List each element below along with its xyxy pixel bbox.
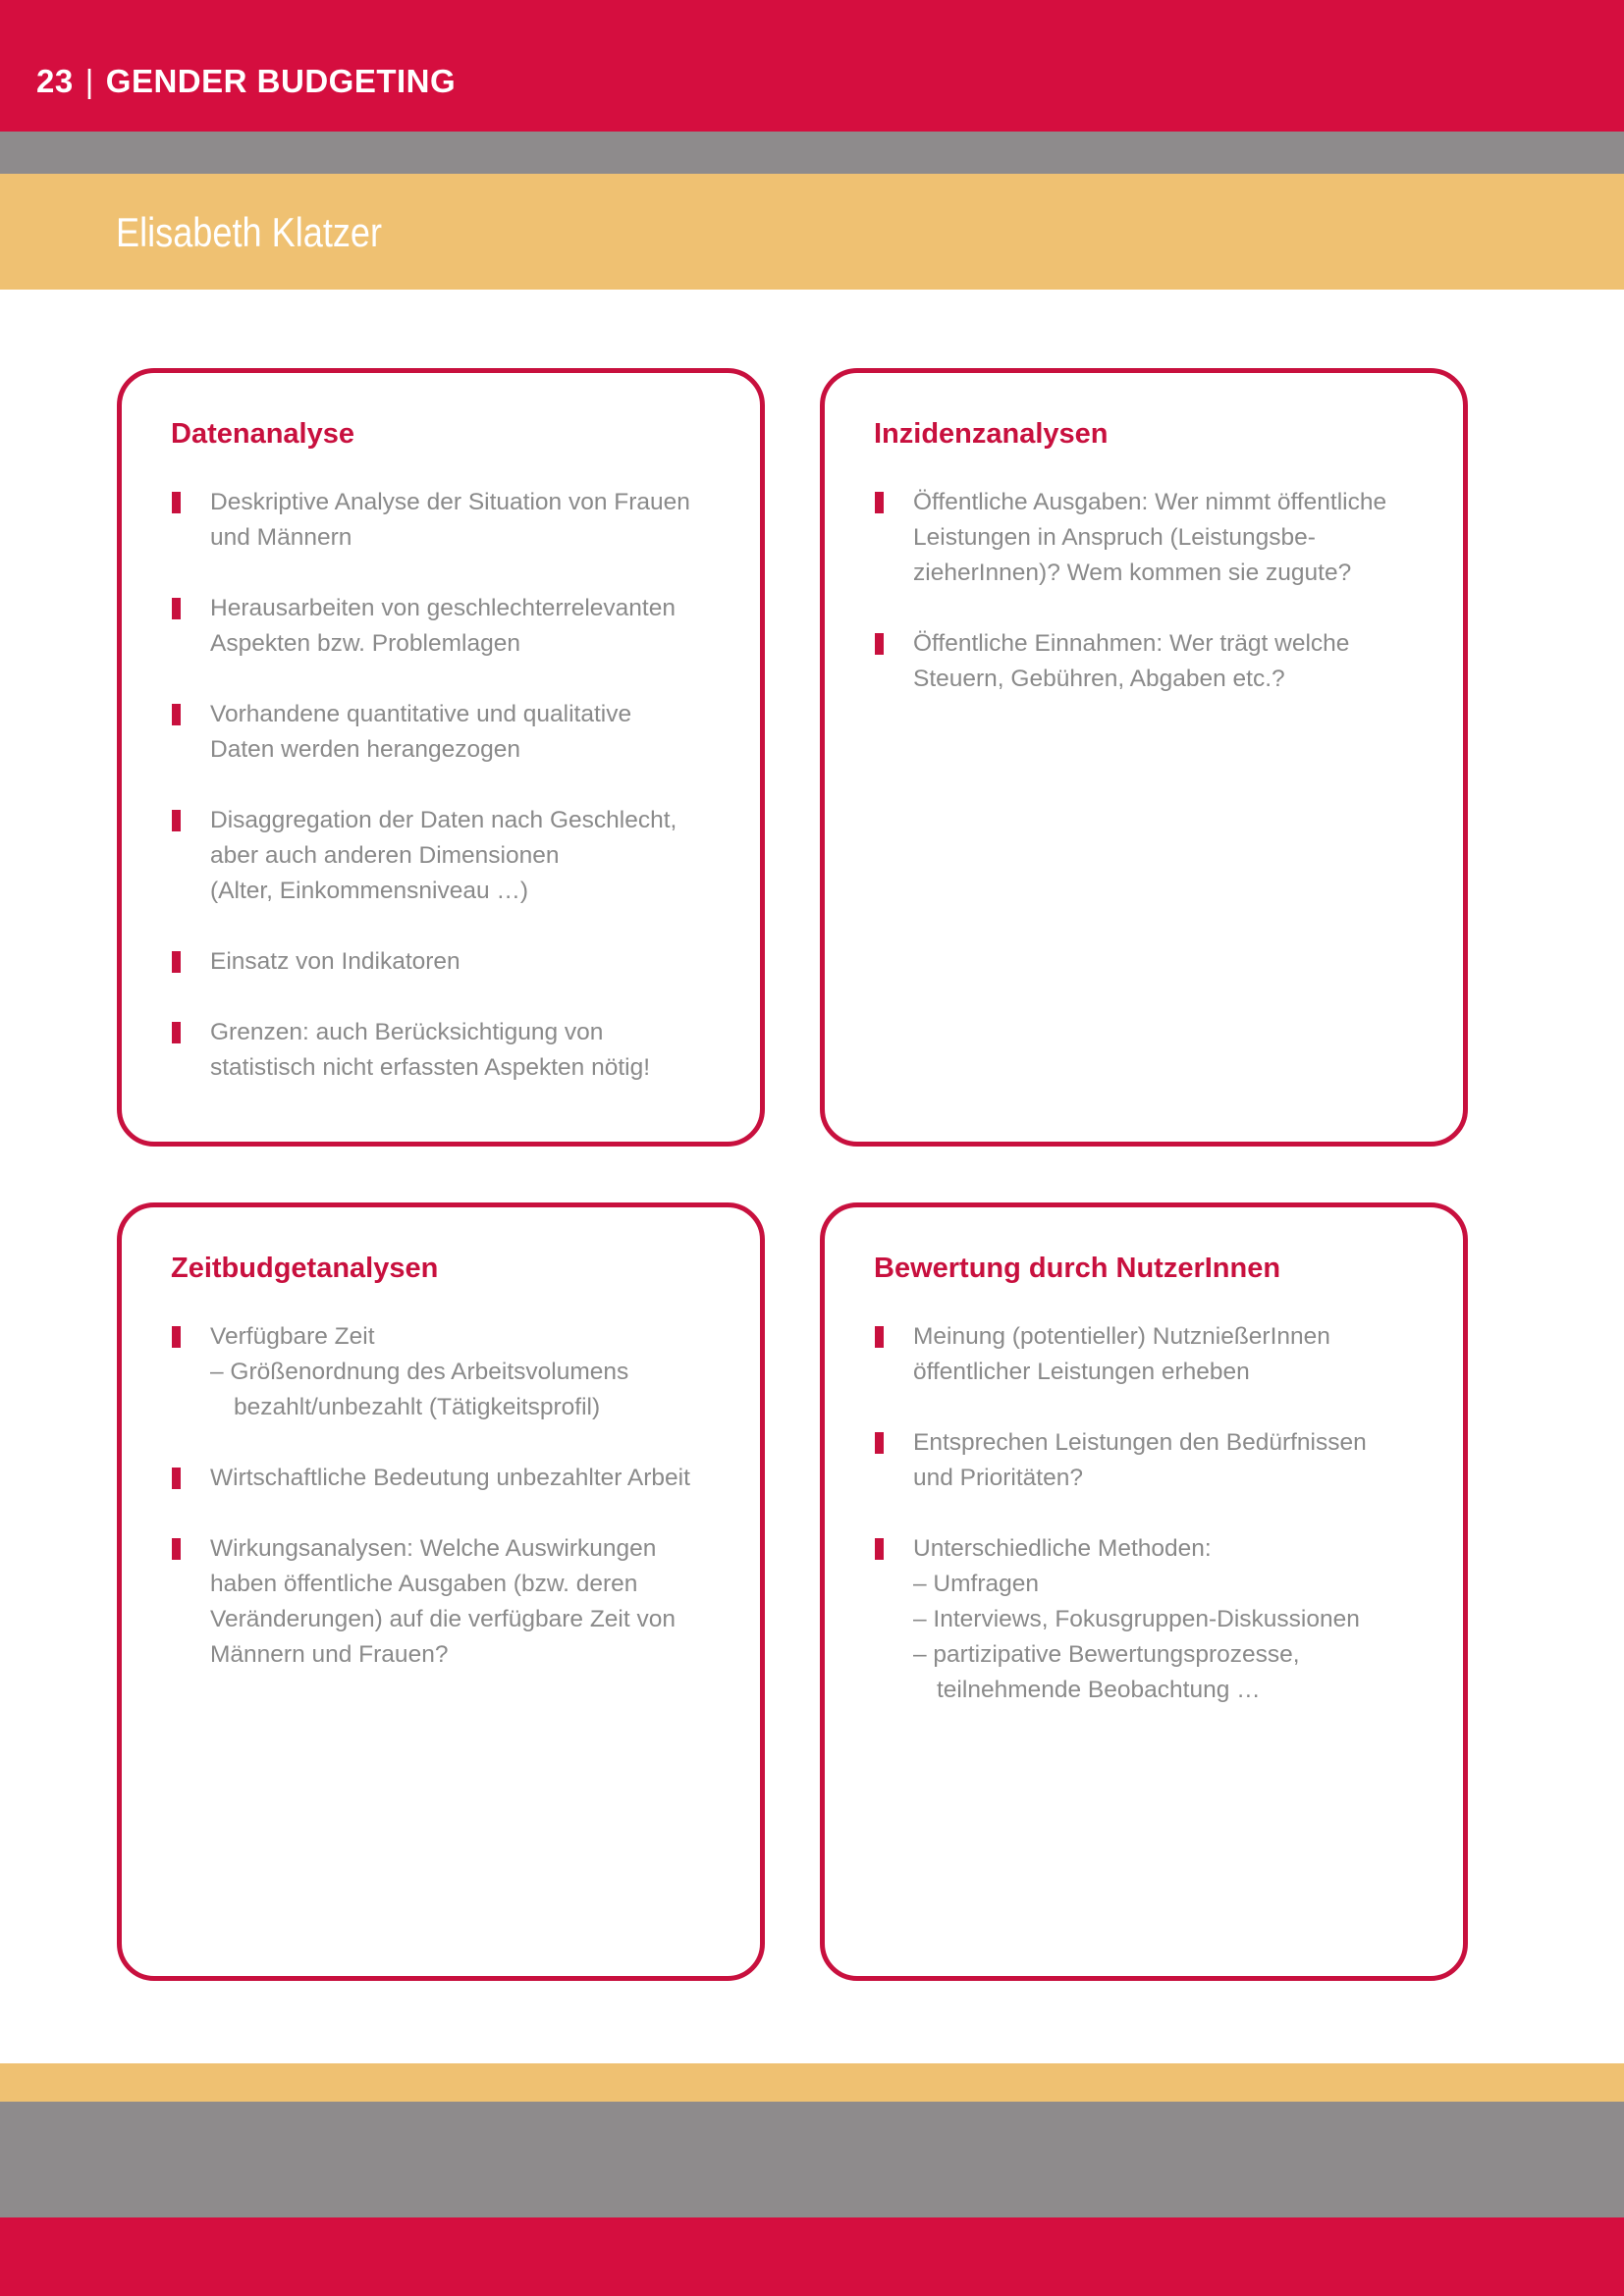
page-header <box>36 63 456 100</box>
bullet-item <box>171 944 740 980</box>
bullet-text-line: Deskriptive Analyse der Situation von Frauen <box>210 489 690 515</box>
bullet-text-line: Meinung (potentieller) NutznießerInnen <box>913 1323 1330 1350</box>
card-bewertung-nutzerinnen <box>820 1202 1468 1981</box>
sub-item: – Größenordnung des Arbeitsvolumens bezahlt/unbezahlt (Tätigkeitsprofil) <box>210 1359 629 1420</box>
bullet-text-line: Disaggregation der Daten nach Geschlecht, <box>210 807 677 833</box>
bullet-item <box>171 1015 740 1086</box>
bullet-marker-icon <box>172 810 181 831</box>
bullet-item <box>874 485 1443 591</box>
bullet-text-line: Leistungen in Anspruch (Leistungsbe- <box>913 524 1316 551</box>
bullet-item <box>874 626 1443 697</box>
bullet-text-line: Steuern, Gebühren, Abgaben etc.? <box>913 666 1285 692</box>
bullet-text-line: aber auch anderen Dimensionen <box>210 842 560 869</box>
sub-item-list <box>913 1567 1443 1708</box>
bullet-marker-icon <box>172 1022 181 1043</box>
card-title: Datenanalyse <box>171 418 354 450</box>
bullet-marker-icon <box>875 633 884 655</box>
bullet-text-line: Wirkungsanalysen: Welche Auswirkungen <box>210 1535 657 1562</box>
card-title: Inzidenzanalysen <box>874 418 1109 450</box>
bullet-item <box>171 697 740 768</box>
bullet-text-line: Öffentliche Ausgaben: Wer nimmt öffentliche <box>913 489 1387 515</box>
sub-item-list <box>210 1355 740 1425</box>
header-stripe-grey <box>0 132 1624 174</box>
author-name: Elisabeth Klatzer <box>116 209 383 255</box>
card-title: Bewertung durch NutzerInnen <box>874 1253 1281 1284</box>
bullet-marker-icon <box>172 1326 181 1348</box>
footer-band <box>0 2217 1624 2296</box>
bullet-text-line: (Alter, Einkommensniveau …) <box>210 878 529 904</box>
bullet-text-line: Vorhandene quantitative und qualitative <box>210 701 632 727</box>
bullet-text-line: Herausarbeiten von geschlechterrelevanten <box>210 595 676 621</box>
card-inzidenzanalysen <box>820 368 1468 1147</box>
bullet-marker-icon <box>172 598 181 619</box>
bullet-marker-icon <box>172 704 181 725</box>
bullet-text-line: Unterschiedliche Methoden: <box>913 1535 1212 1562</box>
sub-item: – Interviews, Fokusgruppen-Diskussionen <box>913 1606 1360 1632</box>
bullet-text-line: Verfügbare Zeit <box>210 1323 375 1350</box>
bullet-text-line: und Männern <box>210 524 352 551</box>
sub-item: – partizipative Bewertungsprozesse, teilnehmende Beobachtung … <box>913 1641 1300 1703</box>
bullet-marker-icon <box>875 1432 884 1454</box>
bullet-text-line: Entsprechen Leistungen den Bedürfnissen <box>913 1429 1367 1456</box>
bullet-text-line: Daten werden herangezogen <box>210 736 521 763</box>
bullet-text-line: Öffentliche Einnahmen: Wer trägt welche <box>913 630 1350 657</box>
bullet-text-line: statistisch nicht erfassten Aspekten nötig! <box>210 1054 651 1081</box>
bullet-marker-icon <box>875 1538 884 1560</box>
bullet-list <box>171 485 740 1086</box>
page-number: 23 <box>36 63 74 99</box>
bullet-text-line: Veränderungen) auf die verfügbare Zeit von <box>210 1606 676 1632</box>
bullet-item <box>171 803 740 909</box>
bullet-item <box>874 1319 1443 1390</box>
bullet-item <box>874 1425 1443 1496</box>
bullet-list <box>874 485 1443 697</box>
bullet-text-line: Grenzen: auch Berücksichtigung von <box>210 1019 604 1045</box>
bullet-marker-icon <box>875 492 884 513</box>
bullet-text-line: haben öffentliche Ausgaben (bzw. deren <box>210 1571 638 1597</box>
bullet-marker-icon <box>172 1538 181 1560</box>
card-title: Zeitbudgetanalysen <box>171 1253 439 1284</box>
bullet-text-line: Wirtschaftliche Bedeutung unbezahlter Arbeit <box>210 1465 690 1491</box>
page-title: GENDER BUDGETING <box>105 63 457 99</box>
bullet-text-line: und Prioritäten? <box>913 1465 1083 1491</box>
bullet-text-line: Männern und Frauen? <box>210 1641 449 1668</box>
bullet-item <box>171 485 740 556</box>
bullet-marker-icon <box>172 1468 181 1489</box>
bullet-text-line: öffentlicher Leistungen erheben <box>913 1359 1250 1385</box>
header-separator: | <box>84 63 94 99</box>
card-zeitbudgetanalysen <box>117 1202 765 1981</box>
bullet-text-line: zieherInnen)? Wem kommen sie zugute? <box>913 560 1352 586</box>
bullet-item <box>171 1531 740 1673</box>
bullet-marker-icon <box>875 1326 884 1348</box>
bullet-text-line: Einsatz von Indikatoren <box>210 948 460 975</box>
bullet-marker-icon <box>172 492 181 513</box>
card-datenanalyse <box>117 368 765 1147</box>
bullet-marker-icon <box>172 951 181 973</box>
footer-stripe-yellow <box>0 2063 1624 2102</box>
bullet-item <box>874 1531 1443 1708</box>
footer-stripe-grey <box>0 2102 1624 2217</box>
bullet-item <box>171 591 740 662</box>
bullet-text-line: Aspekten bzw. Problemlagen <box>210 630 520 657</box>
bullet-list <box>874 1319 1443 1708</box>
sub-item: – Umfragen <box>913 1571 1040 1597</box>
bullet-list <box>171 1319 740 1673</box>
bullet-item <box>171 1461 740 1496</box>
bullet-item <box>171 1319 740 1425</box>
